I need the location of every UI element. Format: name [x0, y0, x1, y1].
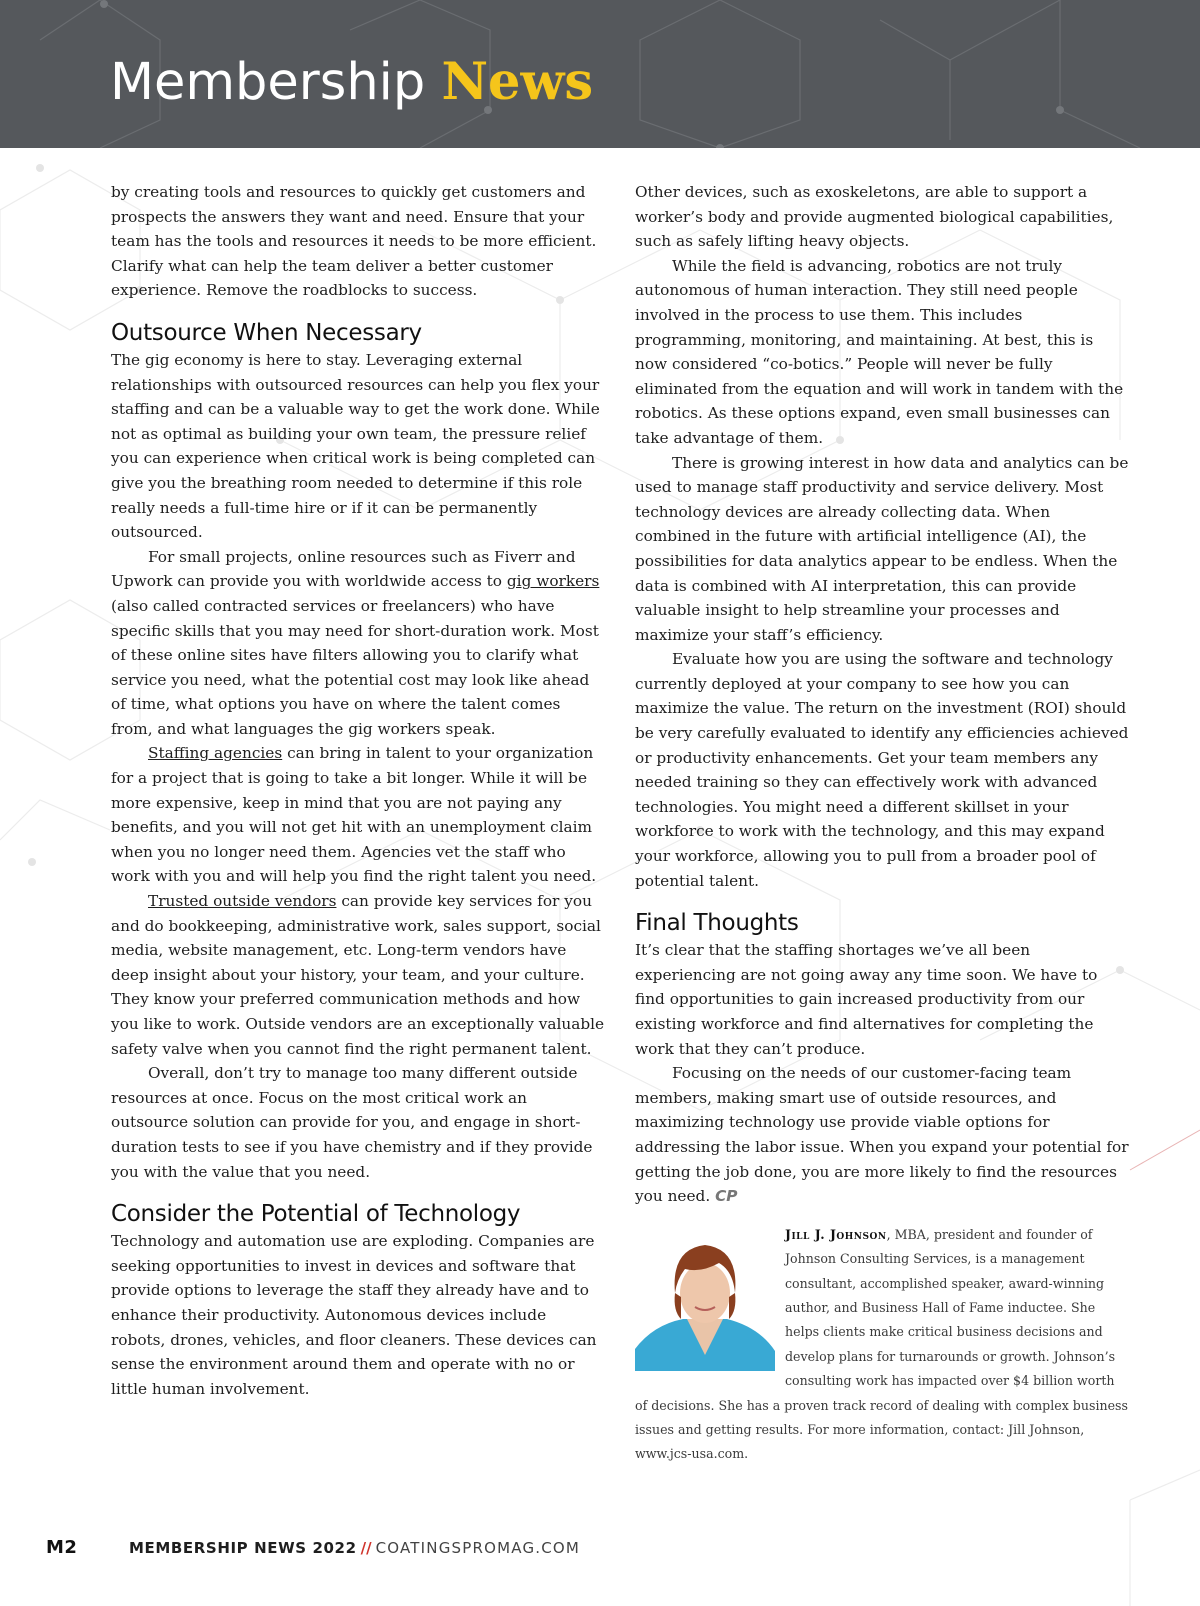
- technology-paragraph-3: While the field is advancing, robotics are not truly autonomous of human interaction. They still need people involved in the process to use them. This includes programming, monitoring, and maintaining. At best, this is now considered “co-botics.” People will never be fully eliminated from the equation and will work in tandem with the robotics. As these options expand, even small businesses can take advantage of them.: [635, 256, 1124, 447]
- final-paragraph-2: [635, 1061, 1129, 1209]
- outsource-p3-after: can bring in talent to your organization for a project that is going to take a bit longer. While it will be more expensive, keep in mind that you are not paying any benefits, and you will not get hit with an unemployment claim when you no longer need them. Agencies vet the staff who work with you and will help you find the right talent you need.: [111, 744, 597, 886]
- final-p2-text: Focusing on the needs of our customer-facing team members, making smart use of outside resources, and maximizing technology use provide viable options for addressing the labor issue. When you expand your potential for getting the job done, you are more likely to find the resources you need.: [635, 1064, 1129, 1206]
- bio-text: , MBA, president and founder of Johnson Consulting Services, is a management consultant, accomplished speaker, award-winning author, and Business Hall of Fame inductee. She helps clients make critical business decisions and develop plans for turnarounds or growth. Johnson’s consulting work has impacted over $4 billion worth of decisions. She has a proven track record of dealing with complex business issues and getting results. For more information, contact: Jill Johnson, www.jcs-usa.com.: [635, 1226, 1128, 1462]
- heading-final-thoughts: Final Thoughts: [635, 910, 799, 937]
- publication-name: MEMBERSHIP NEWS 2022: [129, 1539, 357, 1557]
- outsource-paragraph-2: [111, 545, 605, 742]
- outsource-paragraph-1: The gig economy is here to stay. Leveraging external relationships with outsourced resources can help you flex your staffing and can be a valuable way to get the work done. While not as optimal as building your own team, the pressure relief you can experience when critical work is being completed can give you the breathing room needed to determine if this role really needs a full-time hire or if it can be permanently outsourced.: [111, 350, 600, 542]
- outsource-paragraph-5: Overall, don’t try to manage too many different outside resources at once. Focus on the most critical work an outsource solution can provide for you, and engage in short-duration tests to see if you have chemistry and if they provide you with the value that you need.: [111, 1064, 593, 1181]
- footer-publication: [129, 1539, 580, 1557]
- technology-paragraph-1: Technology and automation use are exploding. Companies are seeking opportunities to invest in devices and software that provide options to leverage the staff they already have and to enhance their productivity. Autonomous devices include robots, drones, vehicles, and floor cleaners. These devices can sense the environment around them and operate with no or little human involvement.: [111, 1232, 597, 1398]
- heading-outsource: Outsource When Necessary: [111, 319, 422, 346]
- page-number: M2: [46, 1537, 78, 1558]
- technology-paragraph-4: There is growing interest in how data and analytics can be used to manage staff productivity and service delivery. Most technology devices are already collecting data. When combined in the future with artificial intelligence (AI), the possibilities for data analytics appear to be endless. When the data is combined with AI interpretation, this can provide valuable insight to help streamline your processes and maximize your staff’s efficiency.: [635, 453, 1129, 644]
- outsource-p4-after: can provide key services for you and do bookkeeping, administrative work, sales support, social media, website management, etc. Long-term vendors have deep insight about your history, your team, and your culture. They know your preferred communication methods and how you like to work. Outside vendors are an exceptionally valuable safety valve when you cannot find the right permanent talent.: [111, 892, 605, 1058]
- technology-paragraph-5: Evaluate how you are using the software and technology currently deployed at your company to see how you can maximize the value. The return on the investment (ROI) should be very carefully evaluated to identify any efficiencies achieved or productivity enhancements. Get your team members any needed training so they can effectively work with advanced technologies. You might need a different skillset in your workforce to work with the technology, and this may expand your workforce, allowing you to pull from a broader pool of potential talent.: [635, 650, 1129, 890]
- outsource-p2-after: (also called contracted services or freelancers) who have specific skills that you may need for short-duration work. Most of these online sites have filters allowing you to clarify what service you need, what the potential cost may look like ahead of time, what options you have on where the talent comes from, and what languages the gig workers speak.: [111, 596, 599, 738]
- author-photo: [635, 1227, 775, 1371]
- page-title: [110, 50, 593, 115]
- technology-paragraph-2: Other devices, such as exoskeletons, are able to support a worker’s body and provide augmented biological capabilities, such as safely lifting heavy objects.: [635, 183, 1114, 251]
- right-column: [635, 180, 1129, 1467]
- left-column: [111, 180, 605, 1401]
- author-name: Jill J. Johnson: [785, 1226, 887, 1242]
- website-link[interactable]: COATINGSPROMAG.COM: [375, 1539, 581, 1557]
- page-title-accent: News: [441, 52, 594, 112]
- outsource-paragraph-4: [111, 889, 605, 1061]
- staffing-agencies-link[interactable]: Staffing agencies: [148, 744, 283, 763]
- end-mark: CP: [715, 1187, 738, 1206]
- final-paragraph-1: It’s clear that the staffing shortages we’ve all been experiencing are not going away any time soon. We have to find opportunities to gain increased productivity from our existing workforce and find alternatives for completing the work that they can’t produce.: [635, 941, 1098, 1058]
- outsource-paragraph-3: [111, 741, 605, 889]
- outsource-p2-before: For small projects, online resources such as Fiverr and Upwork can provide you with worldwide access to: [111, 547, 576, 591]
- gig-workers-link[interactable]: gig workers: [506, 572, 600, 591]
- author-bio: [635, 1223, 1129, 1467]
- trusted-vendors-link[interactable]: Trusted outside vendors: [148, 892, 337, 911]
- footer-separator: //: [360, 1539, 372, 1557]
- intro-paragraph: by creating tools and resources to quickly get customers and prospects the answers they want and need. Ensure that your team has the tools and resources it needs to be more efficient. Clarify what can help the team deliver a better customer experience. Remove the roadblocks to success.: [111, 183, 597, 300]
- page-header-banner: [0, 0, 1200, 148]
- page-footer: [46, 1537, 581, 1567]
- page-title-plain: Membership: [110, 53, 426, 112]
- heading-technology: Consider the Potential of Technology: [111, 1201, 521, 1228]
